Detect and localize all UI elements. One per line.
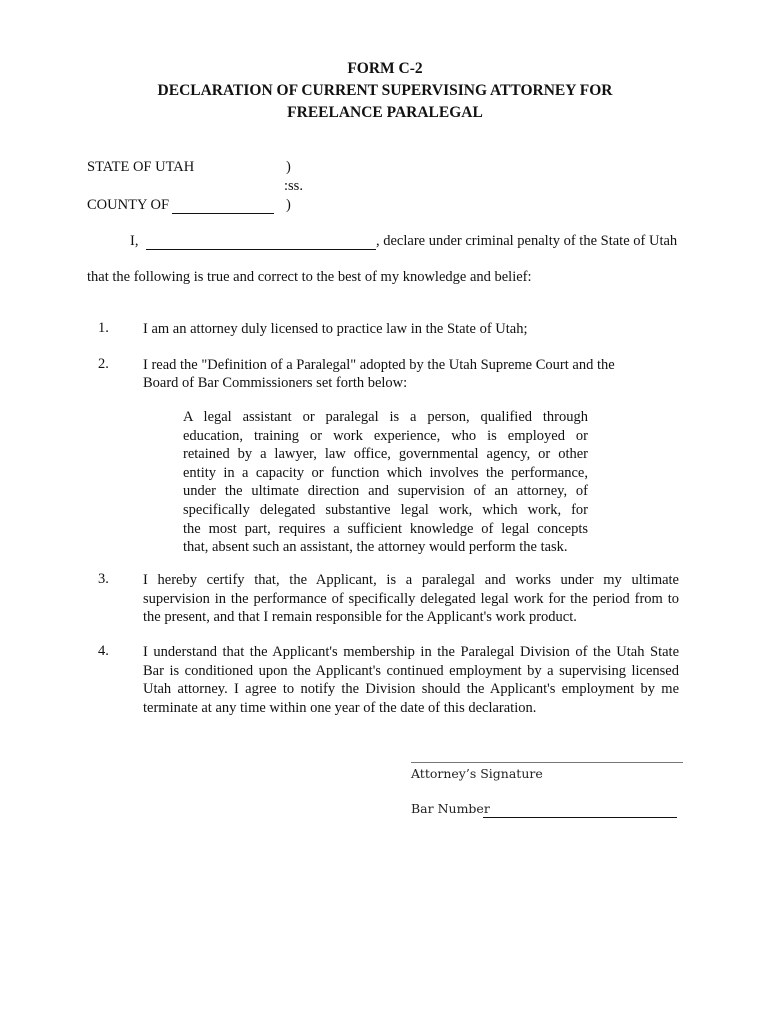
definition-line: specifically delegated substantive legal work, which work, for bbox=[183, 501, 588, 518]
form-title-line-2: FREELANCE PARALEGAL bbox=[287, 104, 483, 121]
definition-line: retained by a lawyer, law office, governmental agency, or other bbox=[183, 446, 588, 463]
item-2-line-1: I read the "Definition of a Paralegal" adopted by the Utah Supreme Court and the bbox=[143, 357, 615, 373]
signature-label: Attorney’s Signature bbox=[411, 766, 543, 781]
venue-paren-bottom: ) bbox=[286, 197, 291, 213]
declarant-prefix: I, bbox=[130, 233, 139, 249]
form-code: FORM C-2 bbox=[347, 60, 423, 77]
definition-line: education, training or work experience, who is employed or bbox=[183, 427, 588, 444]
item-4-text bbox=[143, 643, 679, 717]
paralegal-definition bbox=[183, 408, 588, 557]
definition-line: that, absent such an assistant, the attorney would perform the task. bbox=[183, 539, 568, 556]
item-number: 4. bbox=[98, 643, 109, 659]
county-label: COUNTY OF bbox=[87, 197, 170, 213]
signature-line[interactable] bbox=[411, 762, 683, 763]
item-3-text bbox=[143, 571, 679, 627]
definition-line: A legal assistant or paralegal is a person, qualified through bbox=[183, 409, 588, 425]
item-2-line-2: Board of Bar Commissioners set forth below: bbox=[143, 375, 408, 391]
bar-number-field[interactable] bbox=[483, 801, 677, 818]
definition-line: under the ultimate direction and supervision of an attorney, of bbox=[183, 483, 588, 500]
declarant-name-field[interactable] bbox=[146, 232, 376, 250]
state-label: STATE OF UTAH bbox=[87, 159, 195, 175]
county-field[interactable] bbox=[172, 196, 274, 214]
bar-number-label: Bar Number bbox=[411, 801, 490, 816]
definition-line: entity in a capacity or function which involves the performance, bbox=[183, 464, 588, 481]
item-1-line-1: I am an attorney duly licensed to practice law in the State of Utah; bbox=[143, 321, 528, 337]
item-number: 2. bbox=[98, 356, 109, 372]
form-title-line-1: DECLARATION OF CURRENT SUPERVISING ATTORNEY FOR bbox=[157, 82, 613, 99]
definition-line: the most part, requires a sufficient knowledge of legal concepts bbox=[183, 520, 588, 537]
item-4-line-2: Bar is conditioned upon the Applicant's continued employment by a supervising licensed bbox=[143, 662, 679, 679]
item-4-line-1: I understand that the Applicant's membership in the Paralegal Division of the Utah State bbox=[143, 644, 679, 660]
declare-text: , declare under criminal penalty of the State of Utah bbox=[376, 233, 678, 249]
item-number: 1. bbox=[98, 320, 109, 336]
item-number: 3. bbox=[98, 571, 109, 587]
item-3-line-3: the present, and that I remain responsible for the Applicant's work product. bbox=[143, 609, 577, 626]
item-4-line-3: Utah attorney. I agree to notify the Division should the Applicant's employment by me bbox=[143, 681, 679, 698]
item-3-line-2: supervision in the performance of specifically delegated legal work for the period from to bbox=[143, 590, 679, 607]
item-4-line-4: terminate at any time within one year of the date of this declaration. bbox=[143, 699, 537, 716]
declaration-continuation: that the following is true and correct to the best of my knowledge and belief: bbox=[87, 269, 532, 285]
item-3-line-1: I hereby certify that, the Applicant, is a paralegal and works under my ultimate bbox=[143, 572, 679, 588]
venue-ss: :ss. bbox=[284, 178, 303, 194]
venue-paren-top: ) bbox=[286, 159, 291, 175]
